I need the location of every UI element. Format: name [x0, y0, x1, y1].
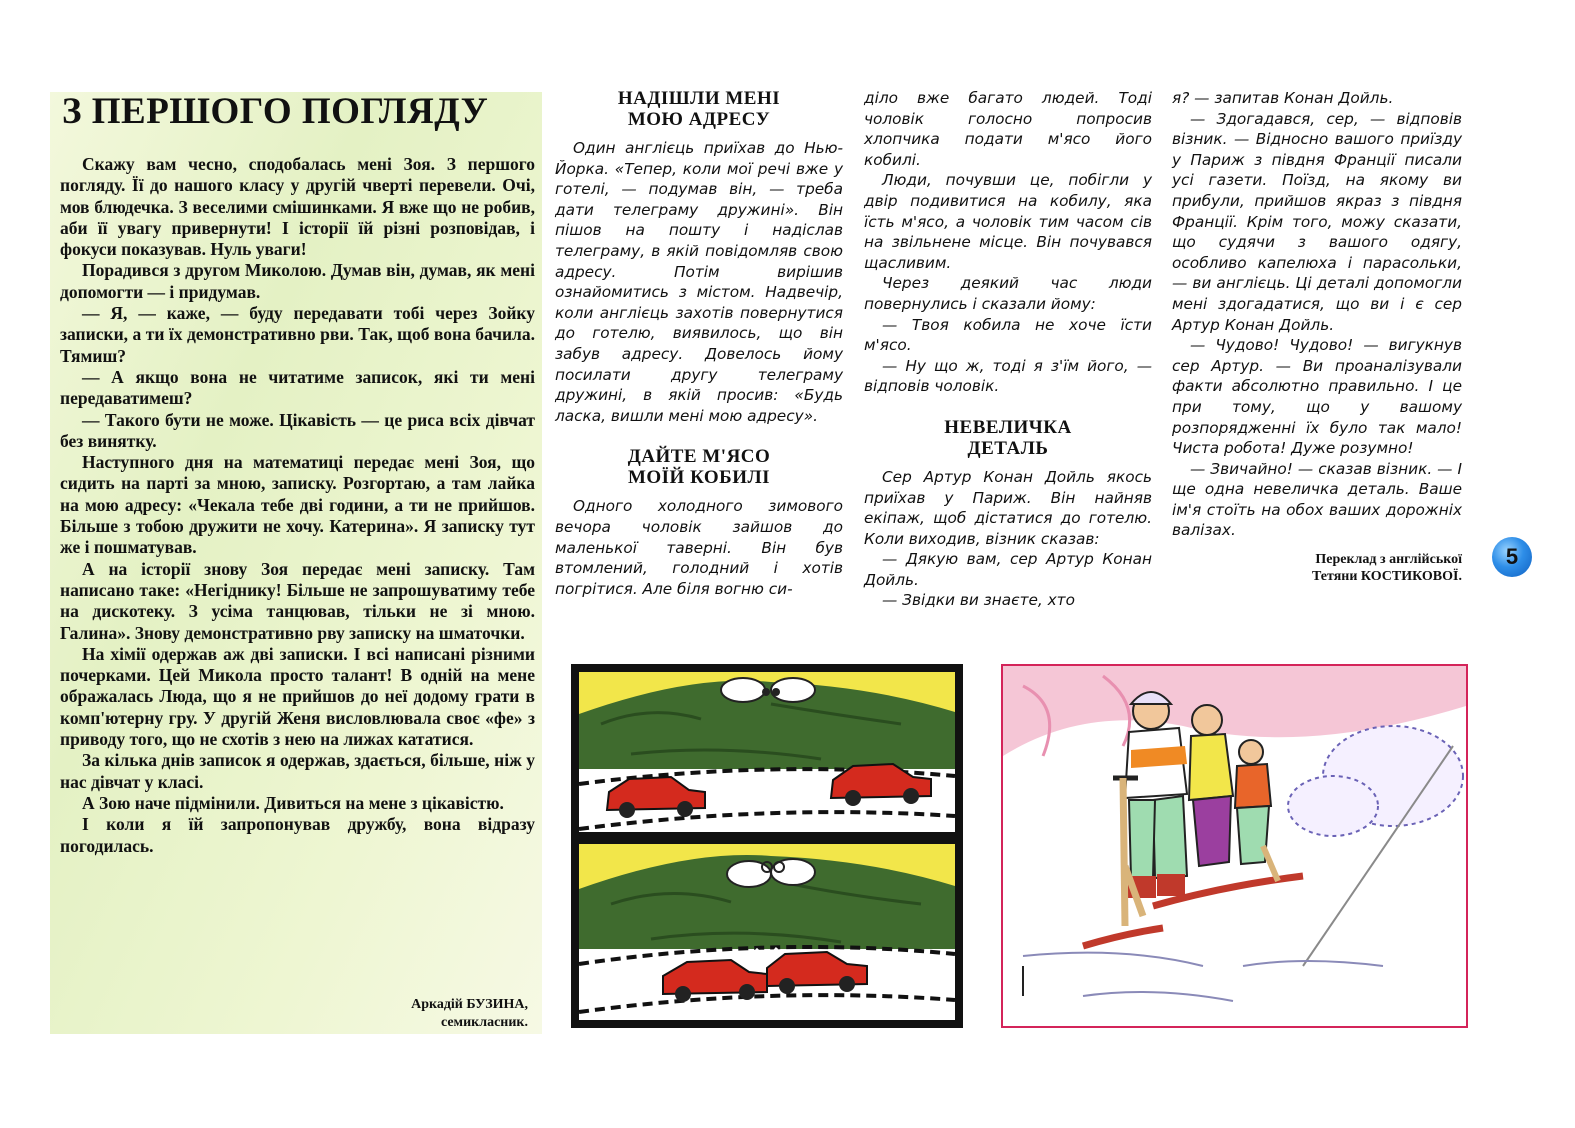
paragraph: А Зою наче підмінили. Дивиться на мене з цікавістю. [82, 792, 504, 813]
author-name: Аркадій БУЗИНА, [411, 997, 528, 1012]
paragraph: — Я, — каже, — буду передавати тобі через Зойку записки, а ти їх демонстративно рви. Так, щоб вона бачила. Тямиш? [60, 303, 535, 366]
comic-drawing [571, 664, 963, 1028]
ski-drawing [1003, 666, 1466, 1026]
story-title-address [555, 88, 843, 130]
author-role: семикласник. [440, 1015, 528, 1030]
translation-credit [1172, 551, 1462, 585]
page-number-badge [1492, 537, 1532, 577]
paragraph: — Чудово! Чудово! — вигукнув сер Артур. — Ви проаналізували факти абсолютно правильно. І це при тому, що у вашому розпорядженні їх було так мало! Чиста робота! Дуже розумно! [1172, 336, 1462, 458]
column-4 [1172, 88, 1462, 585]
paragraph: — Твоя кобила не хоче їсти м'ясо. [864, 315, 1152, 355]
story-title: З ПЕРШОГО ПОГЛЯДУ [62, 91, 489, 132]
paragraph: Скажу вам чесно, сподобалась мені Зоя. З першого погляду. Її до нашого класу у другій чверті перевели. Очі, мов блюдечка. З веселими смішинками. Я вже що не робив, аби її увагу привернути! І історії їй різні розповідав, і фокуси показував. Нуль уваги! [60, 154, 535, 260]
paragraph: На хімії одержав аж дві записки. І всі написані різними почерками. Цей Микола просто талант! В одній на мене ображалась Люда, що я не прийшов до неї додому грати в комп'ютерну гру. У другій Женя висловлювала своє «фе» з приводу того, що не схотів з нею на лижах кататися. [60, 643, 535, 750]
credit-line: Переклад з англійської [1315, 552, 1462, 568]
author-signature [411, 996, 528, 1032]
title-line: МОЮ АДРЕСУ [627, 109, 771, 130]
paragraph: За кілька днів записок я одержав, здається, більше, ніж у нас дівчат у класі. [60, 750, 535, 792]
story-title-mare [555, 446, 843, 488]
page-number: 5 [1505, 544, 1519, 569]
paragraph: Порадився з другом Миколою. Думав він, думав, як мені допомогти — і придумав. [60, 260, 535, 302]
paragraph: діло вже багато людей. Тоді чоловік голосно попросив хлопчика подати м'ясо його кобилі. [864, 89, 1152, 169]
story-title-detail [864, 417, 1152, 459]
comic-illustration [571, 664, 963, 1028]
title-line: НАДІШЛИ МЕНІ [617, 88, 781, 109]
paragraph: Наступного дня на математиці передає мені Зоя, що сидить на парті за мною, записку. Розгортаю, а там лайка на мою адресу: «Чекала тебе дві години, а ти не прийшов. Більше з тобою дружити не хочу. Катерина». Я записку тут же і пошматував. [60, 452, 535, 558]
paragraph: Через деякий час люди повернулись і сказали йому: [864, 274, 1152, 313]
column-3 [864, 88, 1152, 611]
paragraph: — Звідки ви знаєте, хто [882, 591, 1075, 610]
title-line: ДАЙТЕ М'ЯСО [627, 446, 771, 468]
paragraph: — Звичайно! — сказав візник. — І ще одна невеличка деталь. Ваше ім'я стоїть на обох ваших дорожніх валізах. [1172, 459, 1462, 540]
paragraph: Сер Артур Конан Дойль якось приїхав у Париж. Він найняв екіпаж, щоб дістатися до готелю. Коли виходив, візник сказав: [864, 467, 1152, 548]
story-first-sight [50, 92, 542, 1034]
paragraph: — А якщо вона не читатиме записок, які ти мені передаватимеш? [60, 366, 535, 409]
paragraph: Один англієць приїхав до Нью-Йорка. «Тепер, коли мої речі вже у готелі, — подумав він, — треба дати телеграму дружині». Він пішов на пошту і надіслав телеграму, в якій повідомляв свою адресу. Потім вирішив ознайомитись з містом. Надвечір, коли англієць захотів повернутися до готелю, виявилось, що він забув адресу. Довелось йому посилати другу телеграму дружині, в якій просив: «Будь ласка, вишли мені мою адресу». [555, 139, 843, 425]
title-line: НЕВЕЛИЧКА [944, 416, 1072, 438]
paragraph: І коли я їй запропонував дружбу, вона відразу погодилась. [60, 814, 535, 856]
title-line: ДЕТАЛЬ [967, 437, 1049, 459]
paragraph: — Ну що ж, тоді я з'їм його, — відповів чоловік. [864, 356, 1152, 396]
story-body [60, 154, 535, 857]
paragraph: Одного холодного зимового вечора чоловік зайшов до маленької таверні. Він був втомлений, голодний і хотів погрітися. Але біля вогню си- [555, 497, 843, 598]
title-line: МОЇЙ КОБИЛІ [627, 467, 771, 489]
paragraph: — Здогадався, сер, — відповів візник. — Відносно вашого приїзду у Париж з півдня Франції писали усі газети. Поїзд, на якому ви прибули, прийшов якраз з півдня Франції. Крім того, можу сказати, що судячи з вашого одягу, особливо капелюха і парасольки, — ви англієць. Ці деталі допомогли мені здогадатися, що ви і є сер Артур Конан Дойль. [1172, 109, 1462, 334]
comic-panel-1 [579, 672, 955, 832]
paragraph: я? — запитав Конан Дойль. [1172, 89, 1394, 107]
credit-line: Тетяни КОСТИКОВОЇ. [1312, 569, 1462, 585]
column-2 [555, 88, 843, 599]
ski-illustration [1001, 664, 1468, 1028]
paragraph: — Дякую вам, сер Артур Конан Дойль. [864, 550, 1152, 589]
comic-panel-2 [579, 844, 955, 1020]
paragraph: Люди, почувши це, побігли у двір подивитися на кобилу, яка їсть м'ясо, а чоловік тим часом сів на звільнене місце. Він почувався щасливим. [864, 171, 1152, 272]
paragraph: А на історії знову Зоя передає мені записку. Там написано таке: «Негіднику! Більше не запрошуватиму тебе на дискотеку. З усіма танцював, тільки не зі мною. Галина». Знову демонстративно рву записку на шматочки. [60, 558, 535, 643]
paragraph: — Такого бути не може. Цікавість — це риса всіх дівчат без винятку. [60, 409, 535, 451]
